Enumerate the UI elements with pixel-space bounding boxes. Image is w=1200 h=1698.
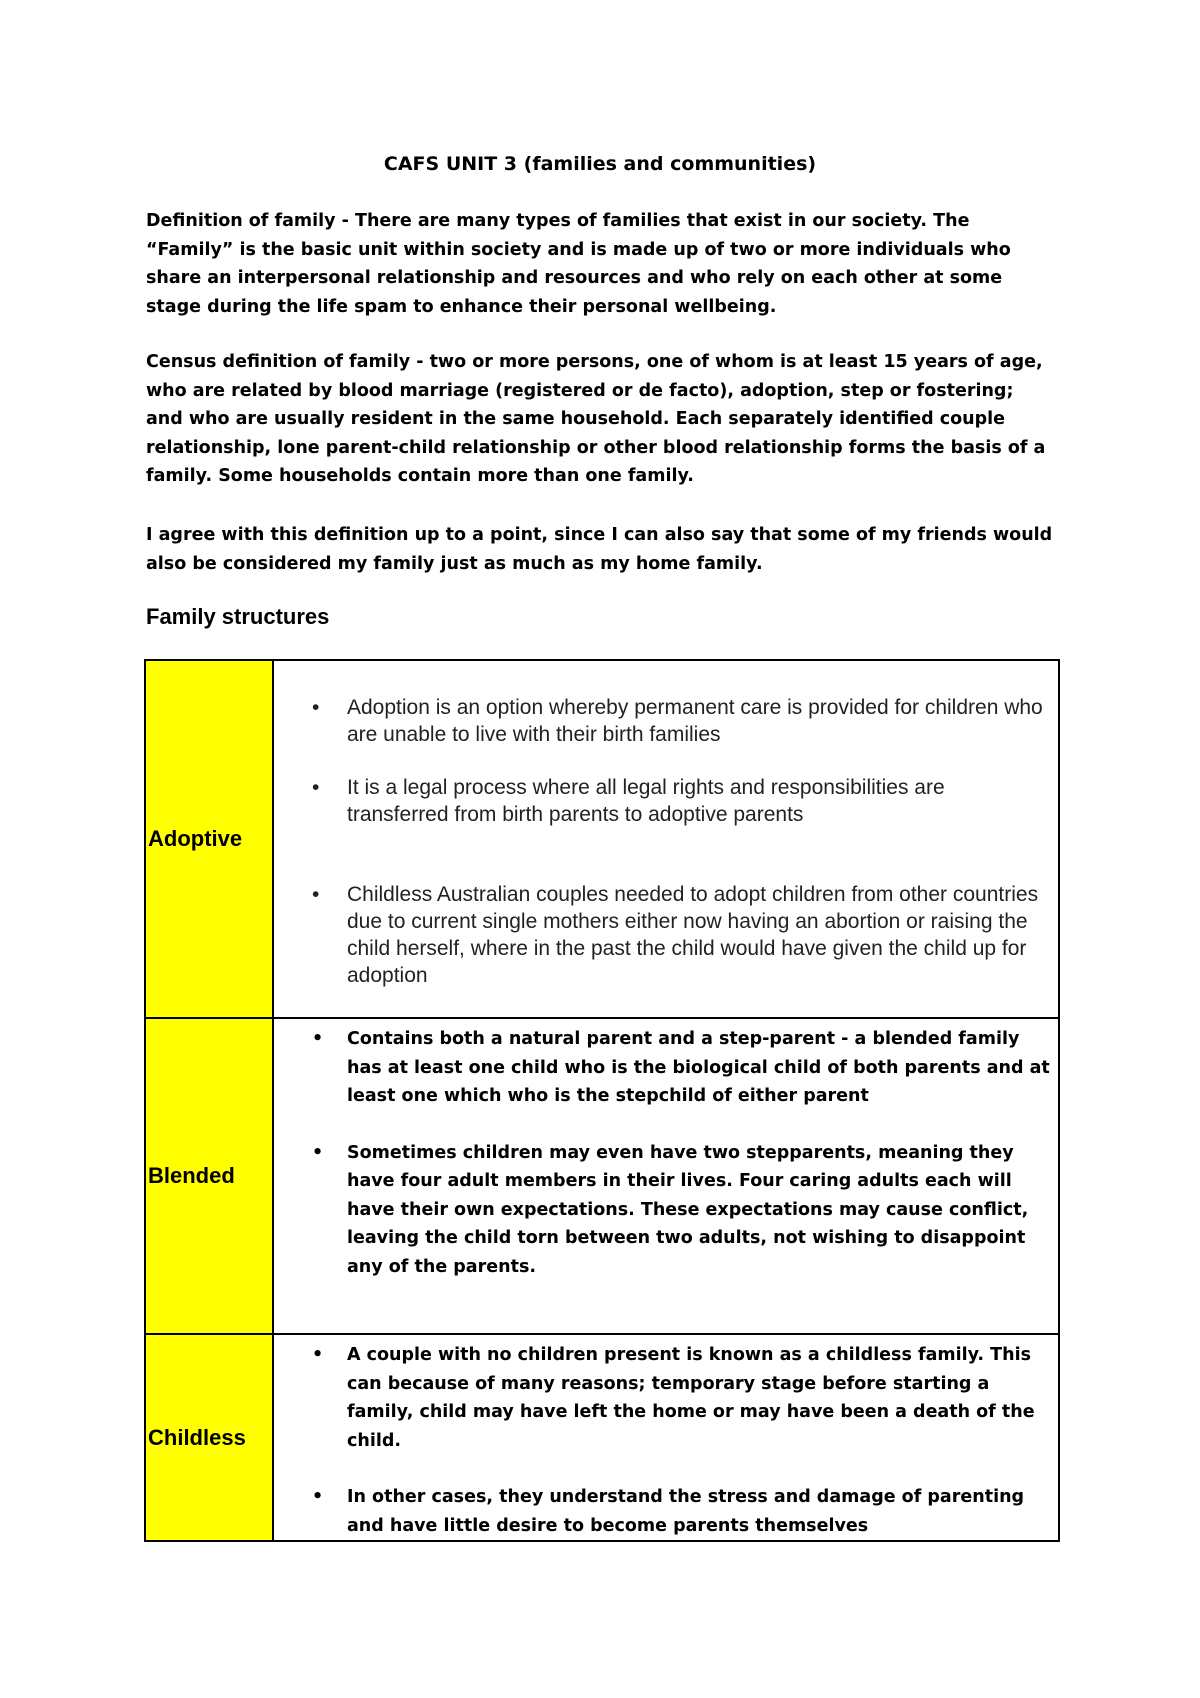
section-heading-family-structures: Family structures (146, 604, 330, 629)
bullet-icon: • (312, 1029, 324, 1049)
structure-label-adoptive: Adoptive (145, 660, 273, 1018)
opinion-paragraph: I agree with this definition up to a point, since I can also say that some of my friends would also be considered my family just as much as my home family. (146, 525, 1053, 574)
table-row-adoptive (145, 660, 1059, 1018)
list-item-text: It is a legal process where all legal rights and responsibilities are transferred from birth parents to adoptive parents (347, 776, 945, 826)
list-item (274, 1483, 1058, 1540)
table-row-blended (145, 1018, 1059, 1334)
bullet-list-childless (274, 1335, 1058, 1540)
list-item (274, 694, 1058, 748)
bullet-icon: • (312, 696, 320, 719)
structure-label-childless: Childless (145, 1334, 273, 1541)
list-item-text: In other cases, they understand the stress and damage of parenting and have little desire to become parents themselves (347, 1487, 1025, 1536)
bullet-icon: • (312, 883, 320, 906)
list-item-text: Contains both a natural parent and a step-parent - a blended family has at least one child who is the biological child of both parents and at least one which who is the stepchild of either parent (347, 1029, 1050, 1106)
list-item-text: Childless Australian couples needed to adopt children from other countries due to current single mothers either now having an abortion or raising the child herself, where in the past the child would have given the child up for adoption (347, 883, 1039, 987)
table-row-childless (145, 1334, 1059, 1541)
family-structures-table (144, 659, 1060, 1542)
list-item (274, 881, 1058, 989)
list-item-text: Adoption is an option whereby permanent care is provided for children who are unable to live with their birth families (347, 696, 1043, 746)
list-item (274, 1341, 1058, 1455)
bullet-icon: • (312, 776, 320, 799)
structure-label-blended: Blended (145, 1018, 273, 1334)
list-item-text: A couple with no children present is known as a childless family. This can because of many reasons; temporary stage before starting a family, child may have left the home or may have been a death of the child. (347, 1345, 1035, 1451)
census-definition-paragraph (146, 348, 1054, 491)
definition-lead: Definition of family - (146, 211, 356, 231)
bullet-icon: • (312, 1487, 324, 1507)
bullet-list-adoptive (274, 661, 1058, 989)
list-item (274, 1139, 1058, 1282)
structure-content-childless (273, 1334, 1059, 1541)
definition-paragraph (146, 207, 1054, 321)
census-definition-text: two or more persons, one of whom is at least 15 years of age, who are related by blood marriage (registered or de facto), adoption, step or fostering; and who are usually resident in the same household. Each separately identified couple relationship, lone parent-child relationship or other blood relationship forms the basis of a family. Some households contain more than one family. (146, 352, 1046, 487)
bullet-list-blended (274, 1019, 1058, 1281)
bullet-icon: • (312, 1345, 324, 1365)
bullet-icon: • (312, 1142, 324, 1163)
list-item (274, 774, 1058, 828)
census-definition-lead: Census definition of family - (146, 352, 430, 372)
structure-content-blended (273, 1018, 1059, 1334)
structure-content-adoptive (273, 660, 1059, 1018)
list-item-text: Sometimes children may even have two stepparents, meaning they have four adult members in their lives. Four caring adults each will have their own expectations. These expectations may cause conflict, leaving the child torn between two adults, not wishing to disappoint any of the parents. (347, 1142, 1029, 1277)
list-item (274, 1025, 1058, 1111)
definition-text: There are many types of families that exist in our society. The “Family” is the basic unit within society and is made up of two or more individuals who share an interpersonal relationship and resources and who rely on each other at some stage during the life spam to enhance their personal wellbeing. (146, 211, 1011, 317)
document-title: CAFS UNIT 3 (families and communities) (383, 153, 817, 175)
